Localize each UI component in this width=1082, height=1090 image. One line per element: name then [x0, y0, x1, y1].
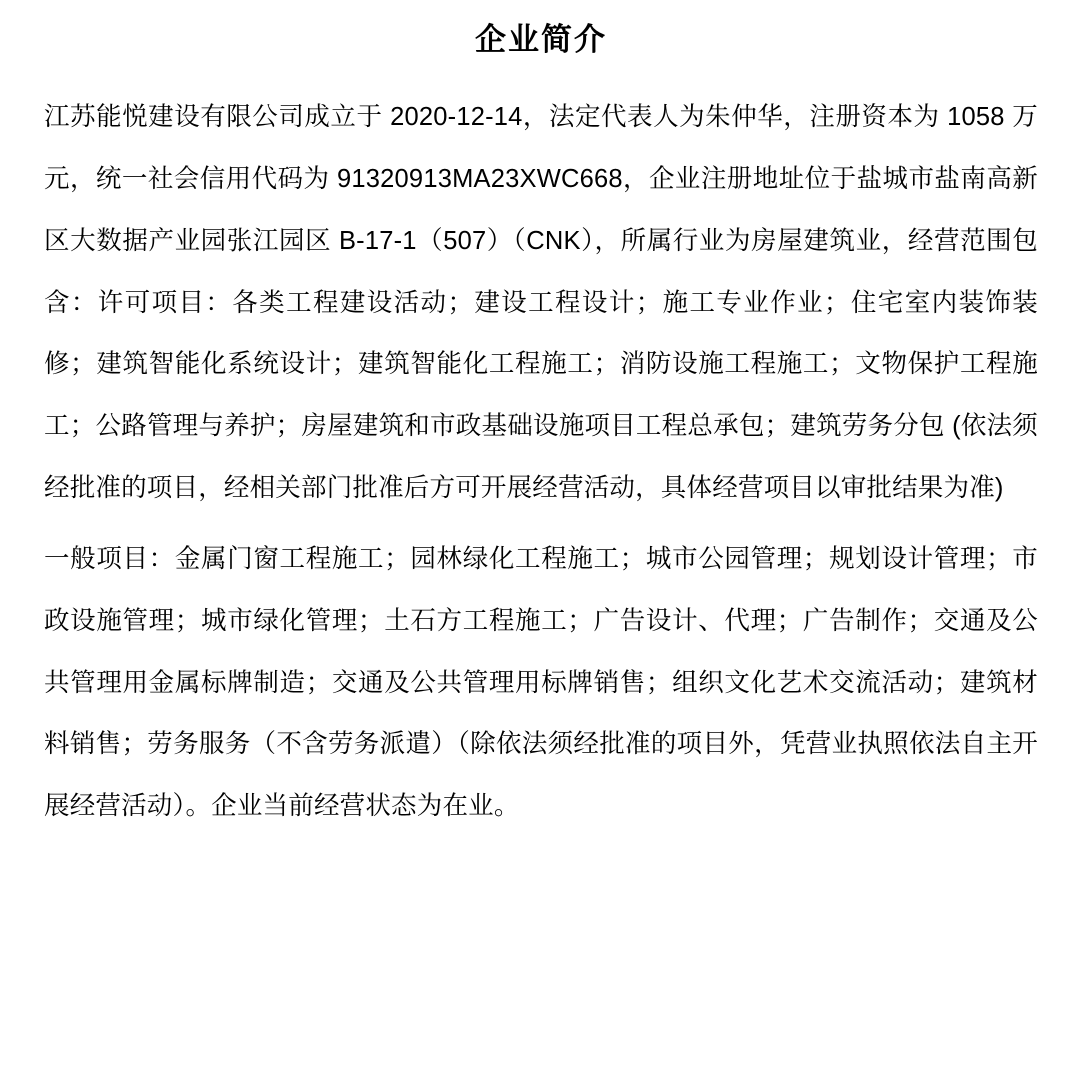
- paragraph-business-profile: 江苏能悦建设有限公司成立于 2020-12-14，法定代表人为朱仲华，注册资本为 1058 万元，统一社会信用代码为 91320913MA23XWC668，企业注册地址位于盐城市盐南高新区大数据产业园张江园区 B-17-1（507）（CNK），所属行业为房屋建筑业，经营范围包含：许可项目：各类工程建设活动；建设工程设计；施工专业作业；住宅室内装饰装修；建筑智能化系统设计；建筑智能化工程施工；消防设施工程施工；文物保护工程施工；公路管理与养护；房屋建筑和市政基础设施项目工程总承包；建筑劳务分包 (依法须经批准的项目，经相关部门批准后方可开展经营活动，具体经营项目以审批结果为准): [44, 103, 1038, 502]
- page-title: 企业简介: [475, 22, 607, 57]
- paragraph-general-scope: 一般项目：金属门窗工程施工；园林绿化工程施工；城市公园管理；规划设计管理；市政设施管理；城市绿化管理；土石方工程施工；广告设计、代理；广告制作；交通及公共管理用金属标牌制造；交通及公共管理用标牌销售；组织文化艺术交流活动；建筑材料销售；劳务服务（不含劳务派遣）（除依法须经批准的项目外，凭营业执照依法自主开展经营活动）。企业当前经营状态为在业。: [44, 545, 1038, 821]
